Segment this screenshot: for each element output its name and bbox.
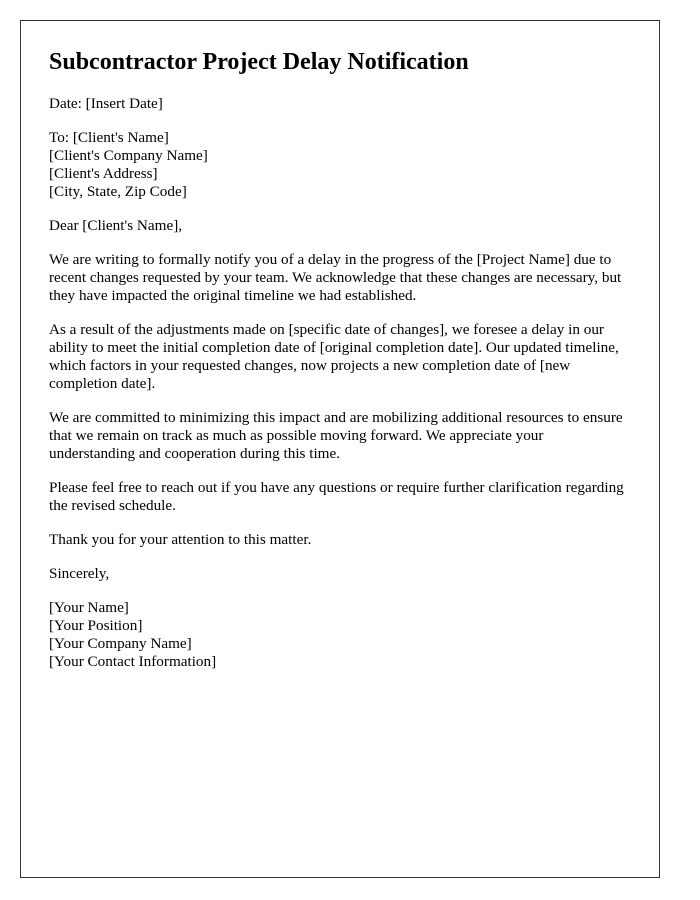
body-paragraph-timeline: As a result of the adjustments made on [specific date of changes], we foresee a delay in our ability to meet the initial completion date of [original completion date]. Our updated timeline, which factors in your requested changes, now projects a new completion date of [new completion date]. [49, 321, 619, 392]
recipient-company: [Client's Company Name] [49, 147, 208, 164]
body-paragraph-thanks: Thank you for your attention to this matter. [49, 531, 312, 548]
body-paragraph-commitment: We are committed to minimizing this impact and are mobilizing additional resources to ensure that we remain on track as much as possible moving forward. We appreciate your understanding and cooperation during this time. [49, 409, 623, 462]
signature-company: [Your Company Name] [49, 635, 192, 652]
body-paragraph-delay-notice: We are writing to formally notify you of a delay in the progress of the [Project Name] due to recent changes requested by your team. We acknowledge that these changes are necessary, but they have impacted the original timeline we had established. [49, 251, 622, 304]
letter-page [20, 20, 660, 878]
body-paragraph-contact: Please feel free to reach out if you have any questions or require further clarification regarding the revised schedule. [49, 479, 624, 514]
recipient-block [49, 129, 631, 201]
recipient-city-state-zip: [City, State, Zip Code] [49, 183, 187, 200]
signature-name: [Your Name] [49, 599, 129, 616]
signature-block [49, 599, 631, 671]
date-line: Date: [Insert Date] [49, 95, 163, 112]
letter-title: Subcontractor Project Delay Notification [49, 49, 469, 75]
salutation: Dear [Client's Name], [49, 217, 183, 234]
signature-position: [Your Position] [49, 617, 143, 634]
signature-contact: [Your Contact Information] [49, 653, 217, 670]
recipient-address: [Client's Address] [49, 165, 158, 182]
recipient-name: To: [Client's Name] [49, 129, 169, 146]
closing: Sincerely, [49, 565, 110, 582]
